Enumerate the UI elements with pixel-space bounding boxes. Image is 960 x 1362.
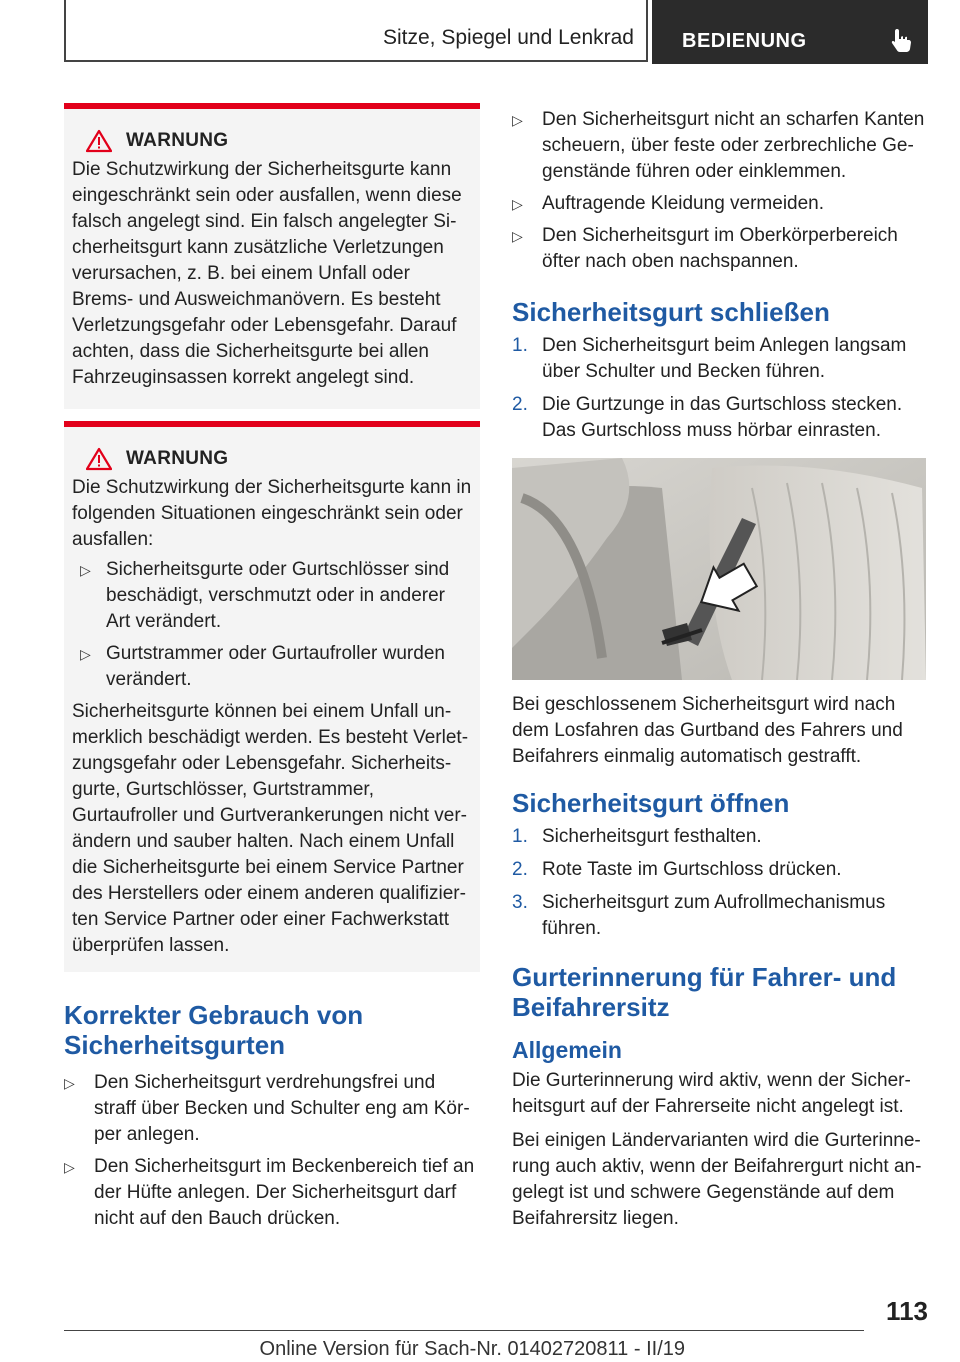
footer-divider <box>64 1330 864 1331</box>
online-version-text: Online Version für Sach-Nr. 01402720811 - II/19 <box>259 1338 685 1360</box>
list-item: ▷ Den Sicherheitsgurt verdrehungsfrei und straff über Becken und Schulter eng am Körper anlegen. <box>64 1072 470 1145</box>
warning-outro: Sicherheitsgurte können bei einem Unfall unmerklich beschädigt werden. Es besteht Verletzungsgefahr oder Lebensgefahr. Sicherheitsgurte, Gurtschlösser, Gurtstrammer, Gurtaufroller und Gurtverankerungen nicht verändern und sauber halten. Nach einem Unfall die Sicherheitsgurte bei einem Service Partner des Herstellers oder einem anderen qualifizierten Service Partner oder einer Fachwerkstatt überprüfen lassen. <box>72 701 469 956</box>
list-item: 1. Sicherheitsgurt festhalten. <box>512 826 762 847</box>
seatbelt-illustration <box>512 458 926 680</box>
warning-box-1 <box>64 103 480 409</box>
warning-triangle-icon <box>86 129 112 153</box>
list-item: 3. Sicherheitsgurt zum Aufrollmechanismus führen. <box>512 892 886 939</box>
open-steps <box>512 824 928 942</box>
warning-list <box>72 557 472 693</box>
section-heading: Korrekter Gebrauch von Sicherheitsgurten <box>64 1000 364 1060</box>
correct-use-list-continued <box>512 107 928 275</box>
section-header <box>64 0 648 62</box>
chapter-tab <box>652 0 928 64</box>
image-caption-text: Bei geschlossenem Sicherheitsgurt wird nach dem Losfahren das Gurtband des Fahrers und Beifahrers einmalig automatisch gestrafft. <box>512 694 903 767</box>
bullet-triangle-icon: ▷ <box>80 562 91 578</box>
bullet-triangle-icon: ▷ <box>512 112 523 128</box>
list-item: ▷ Den Sicherheitsgurt im Oberkörperbereich öfter nach oben nachspannen. <box>512 225 898 272</box>
warning-intro: Die Schutzwirkung der Sicherheitsgurte kann in folgenden Situationen eingeschränkt sein oder ausfallen: <box>72 477 472 550</box>
bullet-triangle-icon: ▷ <box>512 196 523 212</box>
warning-text: Die Schutzwirkung der Sicherheitsgurte kann eingeschränkt sein oder ausfallen, wenn diese falsch angelegt sind. Ein falsch angelegter Sicherheitsgurt kann zusätzliche Verletzungen verursachen, z. B. bei einem Unfall oder Brems- und Ausweichmanövern. Es besteht Verletzungsgefahr oder Lebensgefahr. Darauf achten, dass die Sicherheitsgurte bei allen Fahrzeuginsassen korrekt angelegt sind. <box>72 159 462 388</box>
section-heading: Sicherheitsgurt schließen <box>512 297 830 327</box>
list-item: ▷ Auftragende Kleidung vermeiden. <box>512 191 928 217</box>
list-item: ▷ Den Sicherheitsgurt nicht an scharfen Kanten scheuern, über feste oder zerbrechliche Gegenstände führen oder einklemmen. <box>512 109 925 182</box>
section-heading: Sicherheitsgurt öffnen <box>512 788 790 818</box>
section-heading: Gurterinnerung für Fahrer- und Beifahrersitz <box>512 962 897 1022</box>
correct-use-section <box>64 1000 480 1232</box>
list-item: ▷ Den Sicherheitsgurt im Beckenbereich tief an der Hüfte anlegen. Der Sicherheitsgurt darf nicht auf den Bauch drücken. <box>64 1156 475 1229</box>
section-title: Sitze, Spiegel und Lenkrad <box>382 26 634 49</box>
list-item: 1. Den Sicherheitsgurt beim Anlegen langsam über Schulter und Becken führen. <box>512 335 907 382</box>
list-item: ▷ Gurtstrammer oder Gurtaufroller wurden verändert. <box>80 643 445 690</box>
warning-heading: WARNUNG <box>126 448 229 469</box>
bullet-triangle-icon: ▷ <box>64 1159 75 1175</box>
fasten-steps <box>512 333 928 444</box>
warning-box-2 <box>64 421 480 972</box>
hand-pointer-icon <box>886 26 916 56</box>
list-item: 2. Rote Taste im Gurtschloss drücken. <box>512 859 842 880</box>
paragraph: Die Gurterinnerung wird aktiv, wenn der Sicherheitsgurt auf der Fahrerseite nicht angelegt ist. <box>512 1070 911 1117</box>
bullet-triangle-icon: ▷ <box>512 228 523 244</box>
warning-heading: WARNUNG <box>126 130 229 151</box>
correct-use-list <box>64 1070 480 1232</box>
page-number: 113 <box>886 1296 928 1326</box>
right-column <box>512 103 928 1240</box>
warning-triangle-icon <box>86 447 112 471</box>
list-item: ▷ Sicherheitsgurte oder Gurtschlösser sind beschädigt, verschmutzt oder in anderer Art verändert. <box>80 559 450 632</box>
page-header <box>64 0 928 64</box>
subsection-heading: Allgemein <box>512 1037 622 1063</box>
bullet-triangle-icon: ▷ <box>64 1075 75 1091</box>
left-column <box>64 103 480 1238</box>
seatbelt-buckle-image <box>512 458 926 680</box>
paragraph: Bei einigen Ländervarianten wird die Gurterinnerung auch aktiv, wenn der Beifahrergurt nicht angelegt ist und schwere Gegenstände auf dem Beifahrersitz liegen. <box>512 1130 922 1229</box>
bullet-triangle-icon: ▷ <box>80 646 91 662</box>
list-item: 2. Die Gurtzunge in das Gurtschloss stecken. Das Gurtschloss muss hörbar einrasten. <box>512 394 903 441</box>
chapter-label: BEDIENUNG <box>682 30 807 52</box>
